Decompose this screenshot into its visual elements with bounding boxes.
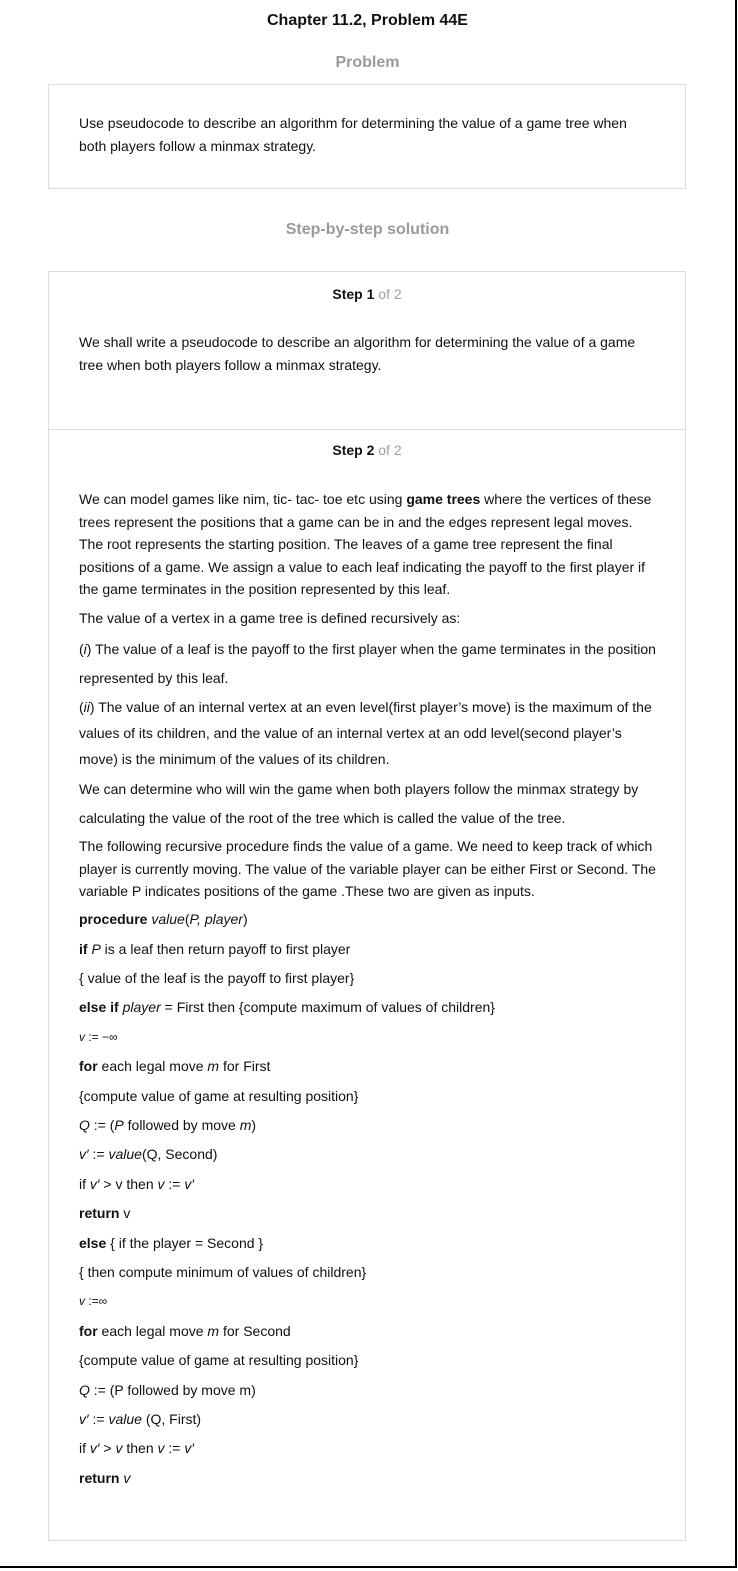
init-pos-inf: :=∞ — [85, 1294, 108, 1308]
else-text: { if the player = Second } — [106, 1235, 264, 1251]
for-text-c: each legal move — [97, 1323, 208, 1339]
var-m-2: m — [239, 1117, 252, 1133]
q-assign-plain: := (P followed by move m) — [89, 1382, 256, 1398]
var-v-prime-6: v′ — [184, 1440, 194, 1456]
for-text-d: for Second — [219, 1323, 291, 1339]
kw-return-2: return — [79, 1470, 120, 1486]
step-1-text: We shall write a pseudocode to describe an algorithm for determining the value of a game tree when both players follow a minmax strategy. — [79, 334, 636, 373]
step-2-header — [49, 442, 685, 458]
solution-heading: Step-by-step solution — [285, 221, 450, 238]
intro-text-a: We can model games like nim, tic- tac- toe etc using — [79, 491, 407, 507]
code-procedure: procedure value(P, player) — [79, 911, 248, 927]
step-1-header — [49, 286, 685, 302]
code-v-prime-second: v′ := value(Q, Second) — [79, 1146, 218, 1162]
fn-value-2: value — [108, 1146, 142, 1162]
assign-op: := — [164, 1176, 185, 1192]
page-title: Chapter 11.2, Problem 44E — [267, 12, 468, 29]
kw-procedure: procedure — [79, 911, 148, 927]
code-for-first — [79, 1056, 659, 1076]
code-else — [79, 1233, 659, 1253]
kw-else-if: else if — [79, 999, 119, 1015]
var-v-prime: v′ — [79, 1146, 89, 1162]
greater-v-then: > v then — [99, 1176, 158, 1192]
step-divider — [49, 429, 685, 430]
leaf-text: is a leaf then return payoff to first player — [100, 941, 351, 957]
code-compute-comment-2: {compute value of game at resulting position} — [79, 1352, 359, 1368]
code-return-v-2 — [79, 1468, 659, 1488]
var-v-prime-3: v′ — [184, 1176, 194, 1192]
var-v-prime-4: v′ — [79, 1411, 89, 1427]
code-return-v — [79, 1203, 659, 1223]
code-q-assign: Q := (P followed by move m) — [79, 1117, 257, 1133]
for-text-b: for First — [219, 1058, 271, 1074]
for-text-a: each legal move — [97, 1058, 208, 1074]
assign-op-2: := — [164, 1440, 185, 1456]
recursive-definition: The value of a vertex in a game tree is defined recursively as: — [79, 610, 461, 626]
first-args: (Q, First) — [141, 1411, 202, 1427]
var-v-6: v — [123, 1470, 131, 1486]
var-q-2: Q — [79, 1382, 90, 1398]
code-q-assign-2 — [79, 1380, 659, 1400]
var-v-prime-2: v′ — [89, 1176, 100, 1192]
code-if-min: if v′ > v then v := v′ — [79, 1440, 194, 1456]
var-q: Q — [79, 1117, 90, 1133]
var-m-3: m — [207, 1323, 220, 1339]
code-if-max — [79, 1174, 659, 1194]
var-p: P — [91, 941, 101, 957]
winner-paragraph: We can determine who will win the game when both players follow the minmax strategy by calculating the value of the root of the tree which is called the value of the tree. — [79, 781, 639, 826]
var-player: player — [122, 999, 161, 1015]
var-v-prime-5: v′ — [89, 1440, 100, 1456]
fn-value-3: value — [108, 1411, 142, 1427]
code-v-prime-first: v′ := value (Q, First) — [79, 1411, 202, 1427]
item-ii-label: ii — [83, 699, 90, 715]
code-then-min: { then compute minimum of values of children} — [79, 1264, 367, 1280]
step-2-label: Step 2 — [332, 442, 375, 458]
intro-text-b: where the vertices of these trees represent the positions that a game can be in and the edges represent legal moves. The root represents the starting position. The leaves of a game tree represent the final positions of a game. We assign a value to each leaf indicating the payoff to the first player if the game terminates in the position represented by this leaf. — [79, 491, 652, 597]
solution-box — [48, 271, 686, 1541]
init-neg-inf: := −∞ — [85, 1030, 118, 1044]
problem-heading: Problem — [335, 54, 400, 71]
var-v-2: v — [157, 1176, 165, 1192]
problem-text: Use pseudocode to describe an algorithm for determining the value of a game tree when both players follow a minmax strategy. — [79, 115, 627, 154]
kw-if: if — [79, 941, 88, 957]
problem-box — [48, 84, 686, 189]
code-init-pos-inf — [79, 1291, 659, 1311]
kw-for-2: for — [79, 1323, 98, 1339]
first-condition: = First then {compute maximum of values of children} — [160, 999, 495, 1015]
step-1-label: Step 1 — [332, 286, 375, 302]
fn-value: value — [151, 911, 185, 927]
step-2-count: of 2 — [378, 442, 402, 458]
item-i-label: i — [83, 641, 87, 657]
code-for-second — [79, 1321, 659, 1341]
var-v-4: v — [115, 1440, 123, 1456]
return-v: v — [119, 1205, 131, 1221]
if-plain: if — [79, 1176, 90, 1192]
code-if-leaf — [79, 939, 659, 959]
q-assign-a: := ( — [89, 1117, 115, 1133]
q-assign-b: followed by move — [123, 1117, 240, 1133]
code-init-neg-inf — [79, 1027, 659, 1047]
step-1-count: of 2 — [378, 286, 402, 302]
code-leaf-comment: { value of the leaf is the payoff to first player} — [79, 970, 355, 986]
code-else-if — [79, 997, 659, 1017]
procedure-args: P, player — [189, 911, 243, 927]
var-p-2: P — [114, 1117, 124, 1133]
game-trees-term: game trees — [406, 491, 481, 507]
kw-else: else — [79, 1235, 107, 1251]
var-v-5: v — [157, 1440, 165, 1456]
if-plain-2: if — [79, 1440, 90, 1456]
definition-item-ii: (ii) The value of an internal vertex at an even level(first player’s move) is the maximum of the values of its children, and the value of an internal vertex at an odd level(second player’s move) is the minimum of the values of its children. — [79, 699, 652, 767]
kw-return: return — [79, 1205, 120, 1221]
definition-item-i: (i) The value of a leaf is the payoff to the first player when the game terminates in the position represented by this leaf. — [79, 641, 656, 686]
procedure-intro: The following recursive procedure finds the value of a game. We need to keep track of which player is currently moving. The value of the variable player can be either First or Second. The variable P indicates positions of the game .These two are given as inputs. — [79, 838, 656, 899]
var-v: v — [79, 1030, 85, 1044]
then-text: then — [122, 1440, 158, 1456]
step-2-intro — [79, 488, 659, 601]
item-i-text: The value of a leaf is the payoff to the first player when the game terminates in the position represented by this leaf. — [79, 641, 656, 686]
code-compute-comment: {compute value of game at resulting position} — [79, 1088, 359, 1104]
var-v-3: v — [79, 1294, 85, 1308]
second-args: Q, Second — [146, 1146, 213, 1162]
item-ii-text: The value of an internal vertex at an even level(first player’s move) is the maximum of the values of its children, and the value of an internal vertex at an odd level(second player’s move) is the minimum of the values of its children. — [79, 699, 652, 767]
kw-for: for — [79, 1058, 98, 1074]
var-m: m — [207, 1058, 220, 1074]
